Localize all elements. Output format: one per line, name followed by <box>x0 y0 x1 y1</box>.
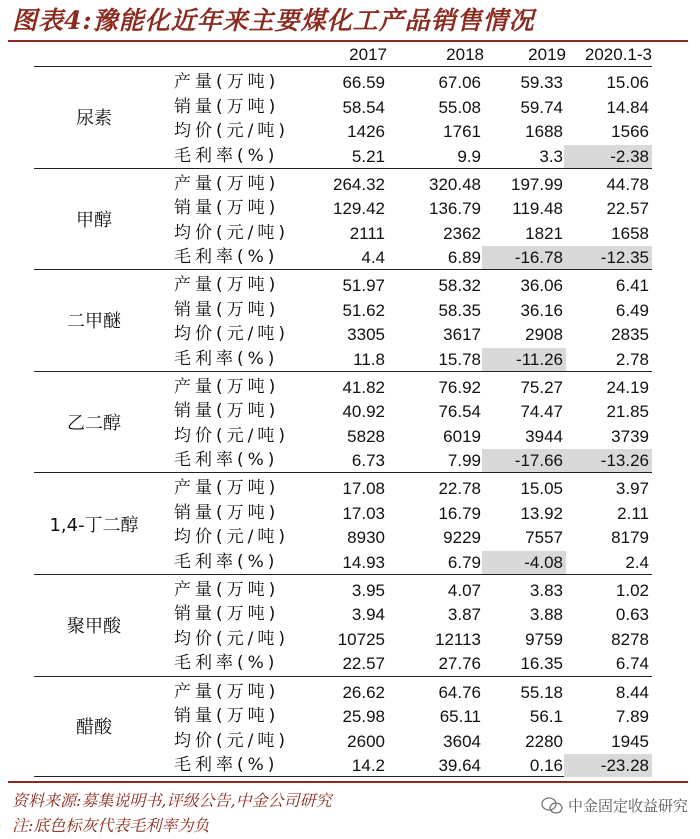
table-cell: 41.82 <box>342 377 385 397</box>
table-cell: 76.92 <box>438 377 481 397</box>
table-cell: 1945 <box>611 731 649 751</box>
row-label: 毛利率(%) <box>174 145 279 166</box>
table-cell: 3739 <box>611 426 649 446</box>
product-group <box>34 371 652 473</box>
table-row <box>34 729 652 754</box>
table-cell: 40.92 <box>342 402 385 422</box>
product-name: 醋酸 <box>76 717 112 739</box>
watermark <box>541 795 688 816</box>
table-row <box>34 273 652 298</box>
table-cell: 25.98 <box>342 707 385 727</box>
row-label: 均价(元/吨) <box>174 425 289 446</box>
table-cell: 4.4 <box>361 248 385 268</box>
table-cell: 2.78 <box>615 349 649 369</box>
table-row <box>34 221 652 246</box>
table-cell: 2600 <box>347 731 385 751</box>
table-row <box>34 651 652 676</box>
table-cell: 2.4 <box>625 552 649 572</box>
table-row <box>34 119 652 144</box>
row-label: 产量(万吨) <box>174 681 280 702</box>
table-row <box>34 95 652 120</box>
table-cell: 58.32 <box>438 276 481 296</box>
table-cell: 1566 <box>611 122 649 141</box>
header-2017: 2017 <box>349 45 387 64</box>
table-cell: 2.11 <box>617 503 649 523</box>
table-row <box>34 172 652 197</box>
table-cell: 26.62 <box>342 682 385 702</box>
table-cell: 1761 <box>443 122 481 141</box>
table-row <box>34 298 652 323</box>
table-cell: 67.06 <box>438 73 481 92</box>
table-cell: 14.93 <box>342 552 385 572</box>
table-cell: 1658 <box>611 223 649 243</box>
table-cell: 5.21 <box>351 146 385 166</box>
table-cell: 1.02 <box>615 580 649 600</box>
row-label: 均价(元/吨) <box>174 730 289 751</box>
row-label: 销量(万吨) <box>174 502 280 523</box>
table-cell: 65.11 <box>439 707 481 727</box>
row-label: 毛利率(%) <box>174 653 279 674</box>
table-row <box>34 550 652 575</box>
table-row <box>34 347 652 372</box>
row-label: 均价(元/吨) <box>174 222 289 243</box>
row-label: 销量(万吨) <box>174 198 280 219</box>
header-2018: 2018 <box>446 45 484 64</box>
product-group <box>34 269 652 371</box>
row-label: 均价(元/吨) <box>174 527 289 548</box>
table-cell: 7557 <box>525 528 563 548</box>
table-cell: 8930 <box>347 528 385 548</box>
table-cell: -23.28 <box>564 754 652 777</box>
table-cell: 3305 <box>347 325 385 345</box>
table-cell: 2362 <box>443 223 481 243</box>
product-group <box>34 574 652 676</box>
row-label: 毛利率(%) <box>174 755 279 776</box>
table-cell: 6.49 <box>615 300 649 320</box>
table-cell: 3.97 <box>615 479 649 499</box>
table-row <box>34 375 652 400</box>
table-row <box>34 704 652 729</box>
table-cell: 3944 <box>525 426 563 446</box>
table-cell: 197.99 <box>511 174 563 194</box>
table-cell: 13.92 <box>520 503 563 523</box>
table-cell: 16.35 <box>520 654 563 674</box>
row-label: 产量(万吨) <box>174 173 280 194</box>
table-cell: -2.38 <box>564 145 652 168</box>
table-cell: 3604 <box>443 731 481 751</box>
data-table <box>34 66 652 777</box>
table-cell: 11.8 <box>353 349 385 369</box>
table-row <box>34 476 652 501</box>
table-cell: 6.74 <box>615 654 649 674</box>
table-cell: 58.35 <box>438 300 481 320</box>
table-row <box>34 399 652 424</box>
table-cell: 6.41 <box>615 276 649 296</box>
row-label: 产量(万吨) <box>174 275 280 296</box>
table-cell: 8.44 <box>615 682 649 702</box>
table-row <box>34 501 652 526</box>
table-cell: 3.87 <box>447 605 481 625</box>
table-cell: 3.83 <box>529 580 563 600</box>
table-cell: 59.74 <box>520 97 563 117</box>
table-row <box>34 753 652 778</box>
table-cell: 15.05 <box>520 479 563 499</box>
table-cell: -16.78 <box>482 246 566 269</box>
table-cell: 17.08 <box>342 479 385 499</box>
table-cell: 56.1 <box>529 707 563 727</box>
product-group <box>34 472 652 574</box>
row-label: 毛利率(%) <box>174 450 279 471</box>
table-cell: 64.76 <box>438 682 481 702</box>
table-cell: 16.79 <box>438 503 481 523</box>
table-cell: 6.73 <box>351 451 385 471</box>
table-cell: 6.89 <box>447 248 481 268</box>
table-cell: 58.54 <box>342 97 385 117</box>
product-name: 乙二醇 <box>67 413 121 435</box>
table-row <box>34 144 652 169</box>
watermark-label: 中金固定收益研究 <box>567 797 688 815</box>
table-cell: 36.06 <box>520 276 563 296</box>
table-cell: 0.63 <box>615 605 649 625</box>
row-label: 产量(万吨) <box>174 478 280 499</box>
table-row <box>34 627 652 652</box>
table-cell: 51.62 <box>342 300 385 320</box>
table-cell: 1688 <box>525 122 563 141</box>
table-row <box>34 578 652 603</box>
table-cell: -11.26 <box>482 348 566 371</box>
row-label: 产量(万吨) <box>174 579 280 600</box>
row-label: 毛利率(%) <box>174 348 279 369</box>
table-cell: -12.35 <box>564 246 652 269</box>
table-cell: 22.78 <box>438 479 481 499</box>
table-cell: -4.08 <box>482 551 566 574</box>
table-cell: 22.57 <box>342 654 385 674</box>
product-group <box>34 168 652 270</box>
table-cell: 2835 <box>611 325 649 345</box>
table-cell: 59.33 <box>520 73 563 92</box>
table-cell: 21.85 <box>606 402 649 422</box>
table-row <box>34 448 652 473</box>
wechat-icon <box>541 797 563 815</box>
table-cell: 7.99 <box>447 451 481 471</box>
table-cell: 6.79 <box>447 552 481 572</box>
table-row <box>34 680 652 705</box>
row-label: 产量(万吨) <box>174 72 280 92</box>
table-cell: 55.18 <box>520 682 563 702</box>
table-cell: 14.2 <box>351 756 385 776</box>
table-cell: 2111 <box>349 223 385 243</box>
row-label: 均价(元/吨) <box>174 121 289 141</box>
table-cell: 24.19 <box>606 377 649 397</box>
table-cell: 4.07 <box>447 580 481 600</box>
header-2020q1: 2020.1-3 <box>584 45 652 64</box>
note-text: 注:底色标灰代表毛利率为负 <box>12 816 210 835</box>
table-cell: -13.26 <box>564 449 652 472</box>
table-cell: 51.97 <box>342 276 385 296</box>
table-cell: 36.16 <box>520 300 563 320</box>
table-cell: 264.32 <box>333 174 385 194</box>
row-label: 均价(元/吨) <box>174 628 289 649</box>
table-cell: 12113 <box>434 629 481 649</box>
table-cell: 22.57 <box>606 199 649 219</box>
table-cell: 66.59 <box>342 73 385 92</box>
table-cell: 0.16 <box>529 756 563 776</box>
table-cell: 8278 <box>611 629 649 649</box>
product-name: 二甲醚 <box>67 311 121 333</box>
table-row <box>34 196 652 221</box>
table-cell: 3.88 <box>529 605 563 625</box>
table-cell: 8179 <box>611 528 649 548</box>
table-cell: 2280 <box>525 731 563 751</box>
table-cell: 15.78 <box>438 349 481 369</box>
table-cell: 3617 <box>443 325 481 345</box>
row-label: 销量(万吨) <box>174 96 280 117</box>
page-title: 图表4:豫能化近年来主要煤化工产品销售情况 <box>12 6 535 35</box>
row-label: 毛利率(%) <box>174 551 279 572</box>
table-cell: 3.95 <box>351 580 385 600</box>
table-cell: 27.76 <box>438 654 481 674</box>
table-cell: 9229 <box>443 528 481 548</box>
table-cell: 44.78 <box>606 174 649 194</box>
product-name: 聚甲酸 <box>67 616 121 638</box>
table-row <box>34 424 652 449</box>
table-cell: 320.48 <box>429 174 481 194</box>
table-cell: 3.3 <box>539 146 563 166</box>
table-cell: 119.48 <box>512 199 563 219</box>
table-cell: 15.06 <box>606 73 649 92</box>
table-cell: 2908 <box>525 325 563 345</box>
table-cell: 55.08 <box>438 97 481 117</box>
table-cell: 76.54 <box>438 402 481 422</box>
table-cell: 9759 <box>525 629 563 649</box>
table-cell: 39.64 <box>438 756 481 776</box>
table-cell: 75.27 <box>520 377 563 397</box>
table-cell: 1821 <box>525 223 563 243</box>
product-name: 甲醇 <box>76 209 112 231</box>
row-label: 销量(万吨) <box>174 401 280 422</box>
table-cell: 136.79 <box>429 199 481 219</box>
product-group <box>34 66 652 168</box>
table-row <box>34 602 652 627</box>
table-cell: 1426 <box>347 122 385 141</box>
source-text: 资料来源:募集说明书,评级公告,中金公司研究 <box>12 791 332 810</box>
table-cell: 5828 <box>347 426 385 446</box>
table-cell: 9.9 <box>457 146 481 166</box>
row-label: 销量(万吨) <box>174 299 280 320</box>
table-cell: 10725 <box>337 629 385 649</box>
table-row <box>34 70 652 95</box>
table-cell: 74.47 <box>520 402 563 422</box>
product-name: 尿素 <box>76 108 112 130</box>
table-row <box>34 525 652 550</box>
table-cell: 6019 <box>443 426 481 446</box>
table-cell: 129.42 <box>333 199 385 219</box>
table-cell: -17.66 <box>482 449 566 472</box>
row-label: 毛利率(%) <box>174 247 279 268</box>
header-2019: 2019 <box>528 45 566 64</box>
table-cell: 17.03 <box>342 503 385 523</box>
footer-rule <box>8 781 688 783</box>
table-row <box>34 322 652 347</box>
product-group <box>34 676 652 778</box>
table-cell: 14.84 <box>606 97 649 117</box>
row-label: 销量(万吨) <box>174 706 280 727</box>
row-label: 销量(万吨) <box>174 604 280 625</box>
row-label: 产量(万吨) <box>174 376 280 397</box>
table-cell: 3.94 <box>351 605 385 625</box>
table-cell: 7.89 <box>615 707 649 727</box>
title-rule <box>8 40 688 42</box>
row-label: 均价(元/吨) <box>174 324 289 345</box>
table-row <box>34 245 652 270</box>
product-name: 1,4-丁二醇 <box>49 514 139 536</box>
